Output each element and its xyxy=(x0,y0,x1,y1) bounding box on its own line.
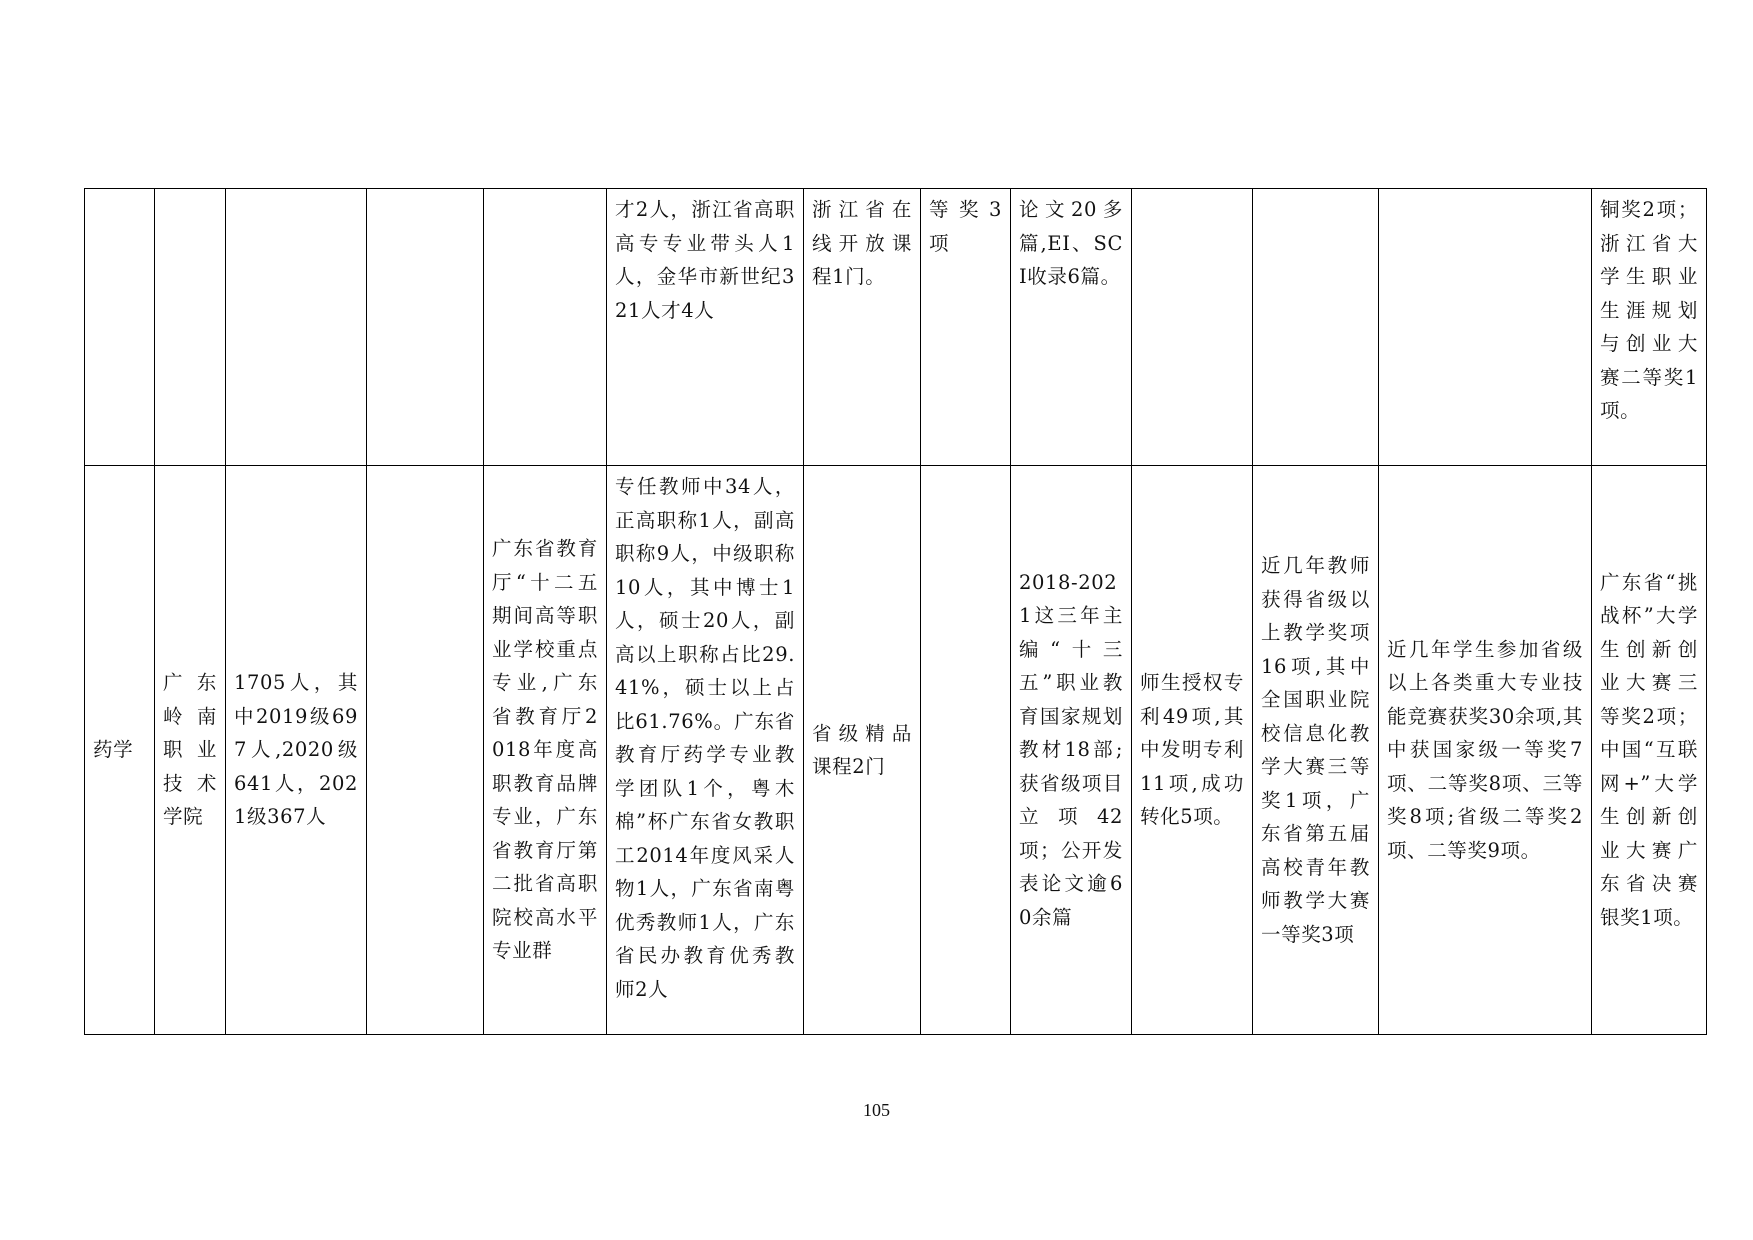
innovation-cell-continued: 铜奖2项；浙江省大学生职业生涯规划与创业大赛二等奖1项。 xyxy=(1592,189,1707,466)
table-row xyxy=(85,466,1707,1035)
page-number: 105 xyxy=(863,1100,890,1120)
table-cell xyxy=(85,189,155,466)
teacher-awards-cell: 近几年教师获得省级以上教学奖项16项,其中全国职业院校信息化教学大赛三等奖1项，广东省第五届高校青年教师教学大赛一等奖3项 xyxy=(1253,466,1379,1035)
table-cell xyxy=(155,189,226,466)
papers-cell-continued: 论文20多篇,EI、SCI收录6篇。 xyxy=(1011,189,1132,466)
faculty-cell-continued: 才2人，浙江省高职高专专业带头人1人，金华市新世纪321人才4人 xyxy=(607,189,804,466)
faculty-cell: 专任教师中34人，正高职称1人，副高职称9人，中级职称10人，其中博士1人，硕士20人，副高以上职称占比29.41%，硕士以上占比61.76%。广东省教育厅药学专业教学团队1个，粤木棉”杯广东省女教职工2014年度风采人物1人，广东省南粤优秀教师1人，广东省民办教育优秀教师2人 xyxy=(607,466,804,1035)
table-cell xyxy=(1253,189,1379,466)
student-awards-cell: 近几年学生参加省级以上各类重大专业技能竞赛获奖30余项,其中获国家级一等奖7项、二等奖8项、三等奖8项;省级二等奖2项、二等奖9项。 xyxy=(1379,466,1592,1035)
table-cell xyxy=(484,189,607,466)
major-cell: 药学 xyxy=(85,466,155,1035)
table-row xyxy=(85,189,1707,466)
data-table xyxy=(84,188,1707,1035)
key-programs-cell: 广东省教育厅“十二五期间高等职业学校重点专业,广东省教育厅2018年度高职教育品牌专业，广东省教育厅第二批省高职院校高水平专业群 xyxy=(484,466,607,1035)
table-cell xyxy=(367,466,484,1035)
courses-cell: 省级精品课程2门 xyxy=(804,466,921,1035)
textbooks-cell: 2018-2021这三年主编“十三五”职业教育国家规划教材18部;获省级项目立项42项；公开发表论文逾60余篇 xyxy=(1011,466,1132,1035)
table-cell xyxy=(367,189,484,466)
table-cell xyxy=(1132,189,1253,466)
innovation-awards-cell: 广东省“挑战杯”大学生创新创业大赛三等奖2项；中国“互联网+”大学生创新创业大赛广东省决赛银奖1项。 xyxy=(1592,466,1707,1035)
enrollment-cell: 1705人，其中2019级697人,2020级641人，2021级367人 xyxy=(226,466,367,1035)
courses-cell-continued: 浙江省在线开放课程1门。 xyxy=(804,189,921,466)
table-cell xyxy=(226,189,367,466)
table-cell xyxy=(921,466,1011,1035)
patents-cell: 师生授权专利49项,其中发明专利11项,成功转化5项。 xyxy=(1132,466,1253,1035)
school-cell: 广东岭南职业技术学院 xyxy=(155,466,226,1035)
award-cell-continued: 等奖3项 xyxy=(921,189,1011,466)
table-cell xyxy=(1379,189,1592,466)
